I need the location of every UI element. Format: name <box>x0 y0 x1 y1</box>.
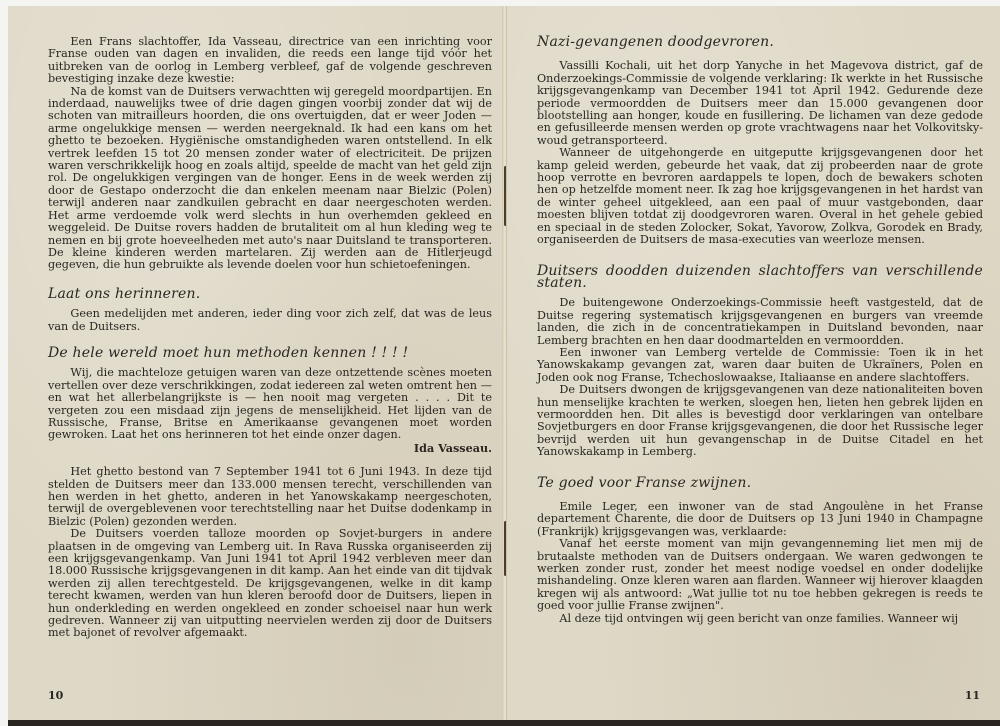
booklet-spread <box>8 6 1000 726</box>
paragraph: Al deze tijd ontvingen wij geen bericht van onze families. Wanneer wij <box>559 611 959 625</box>
section-heading-duitsers-doodden: Duitsers doodden duizenden slachtoffers van verschillende staten. <box>537 262 983 291</box>
page-number: 10 <box>48 689 64 702</box>
paragraph: Wanneer de uitgehongerde en uitgeputte krijgsgevangenen door het kamp geleid werden, gebeurde het vaak, dat zij probeerden naar de grote hoop verrotte en bevroren aardappels te lopen, doch de bewakers schoten hen op hetzelfde moment neer. Ik zag hoe krijgsgevangenen in het hardst van de winter geheel uitgekleed, aan een paal of muur vastgebonden, daar moesten blijven totdat zij doodgevroren waren. Overal in het gehele gebied en speciaal in de steden Zolocker, Sokat, Yavorow, Zolkva, Gorodek en Brady, organiseerden de Duitsers de masa-executies van weerloze mensen. <box>537 146 983 247</box>
section-heading-hele-wereld: De hele wereld moet hun methoden kennen ! ! ! ! <box>48 344 409 361</box>
section-heading-laat-ons-herinneren: Laat ons herinneren. <box>48 285 201 302</box>
paragraph: Geen medelijden met anderen, ieder ding voor zich zelf, dat was de leus van de Duitsers. <box>48 307 492 333</box>
quote-paragraph: Na de komst van de Duitsers verwachtten wij geregeld moordpartijen. En inderdaad, nauwelijks twee of drie dagen gingen voorbij zonder dat wij de schoten van mitrailleurs hoorden, die ons overtuigden, dat er weer Joden — arme ongelukkige mensen — werden neergeknald. Ik had een kans om het ghetto te bezoeken. Hygiënische omstandigheden waren ontstellend. In elk vertrek leefden 15 tot 20 mensen zonder water of electriciteit. De prijzen waren verschrikkelijk hoog en zoals altijd, speelde de macht van het geld zijn rol. De ongelukkigen vergingen van de honger. Eens in de week werden zij door de Gestapo onderzocht die dan enkelen meenam naar Bielzic (Polen) terwijl anderen naar zandkuilen gebracht en daar neergeschoten werden. Het arme verdoemde volk werd slechts in hun overhemden gekleed en weggeleid. De Duitse rovers hadden de brutaliteit om al hun kleding weg te nemen en bij grote hoeveelheden met auto's naar Duitsland te transporteren. De kleine kinderen werden martelaren. Zij werden aan de Hitlerjeugd gegeven, die hun gebruikte als levende doelen voor hun schietoefeningen. <box>48 84 492 272</box>
paragraph: Wij, die machteloze getuigen waren van deze ontzettende scènes moeten vertellen over deze verschrikkingen, zodat iedereen zal weten omtrent hen — en wat het allerbelangrijkste is — hen nooit mag vergeten . . . . Dit te vergeten zou een misdaad zijn jegens de menselijkheid. Het lijden van de Russische, Franse, Britse en Amerikaanse gevangenen moet worden gewroken. Laat het ons herinneren tot het einde onzer dagen. <box>48 366 492 442</box>
section-heading-nazi-gevangenen: Nazi-gevangenen doodgevroren. <box>537 34 775 50</box>
paragraph: Het ghetto bestond van 7 September 1941 tot 6 Juni 1943. In deze tijd stelden de Duitsers meer dan 133.000 mensen terecht, verschillenden van hen werden in het ghetto, anderen in het Yanowskakamp neergeschoten, terwijl de overgeblevenen voor terechtstelling naar het Duitse dodenkamp in Bielzic (Polen) gezonden werden. <box>48 465 492 528</box>
signature: Ida Vasseau. <box>413 440 492 455</box>
paragraph: Emile Leger, een inwoner van de stad Angoulène in het Franse departement Charente, die door de Duitsers op 13 Juni 1940 in Champagne (Frankrijk) krijgsgevangen was, verklaarde: <box>537 500 983 538</box>
intro-paragraph: Een Frans slachtoffer, Ida Vasseau, directrice van een inrichting voor Franse ouden van dagen en invaliden, die reeds een lange tijd vóór het uitbreken van de oorlog in Lemberg verbleef, gaf de volgende geschreven bevestiging inzake deze kwestie: <box>48 35 492 86</box>
left-page-text-column <box>48 36 492 640</box>
paragraph: De Duitsers dwongen de krijgsgevangenen van deze nationaliteiten boven hun menselijke krachten te werken, sloegen hen, lieten hen gebrek lijden en vermoordden hen. Dit alles is bevestigd door verklaringen van ontelbare Sovjetburgers en door Franse krijgsgevangenen, die door het Russische leger bevrijd werden uit hun gevangenschap in de Duitse Citadel en het Yanowskakamp in Lemberg. <box>537 383 983 459</box>
paragraph: Een inwoner van Lemberg vertelde de Commissie: Toen ik in het Yanowskakamp gevangen zat, waren daar buiten de Ukraïners, Polen en Joden ook nog Franse, Tchechoslowaakse, Italiaanse en andere slachtoffers. <box>537 345 983 384</box>
left-page <box>8 6 504 720</box>
page-number: 11 <box>964 689 980 702</box>
right-page-text-column <box>537 36 983 625</box>
section-heading-te-goed: Te goed voor Franse zwijnen. <box>537 474 752 491</box>
paragraph: Vassilli Kochali, uit het dorp Yanyche in het Magevova district, gaf de Onderzoekings-Commissie de volgende verklaring: Ik werkte in het Russische krijgsgevangenkamp van December 1941 tot April 1942. Gedurende deze periode vermoordden de Duitsers meer dan 15.000 gevangenen door blootstelling aan honger, koude en fusillering. De lichamen van deze gedode en gefusilleerde mensen werden op grote vrachtwagens naar het Volkovitsky-woud getransporteerd. <box>537 59 983 147</box>
paragraph: De Duitsers voerden talloze moorden op Sovjet-burgers in andere plaatsen in de omgeving van Lemberg uit. In Rava Russka organiseerden zij een krijgsgevangenkamp. Van Juni 1941 tot April 1942 verbleven meer dan 18.000 Russische krijgsgevangenen in dit kamp. Aan het einde van dit tijdvak werden zij allen terechtgesteld. De krijgsgevangenen, welke in dit kamp terecht kwamen, werden van hun kleren beroofd door de Duitsers, liepen in hun onderkleding en werden ongekleed en zonder schoeisel naar hun werk gedreven. Wanneer zij van uitputting neervielen werden zij door de Duitsers met bajonet of revolver afgemaakt. <box>48 527 492 640</box>
right-page <box>506 6 1000 720</box>
paragraph: Vanaf het eerste moment van mijn gevangenneming liet men mij de brutaalste methoden van de Duitsers ondergaan. We waren gedwongen te werken zonder rust, zonder het meest nodige voedsel en onder dodelijke mishandeling. Onze kleren waren aan flarden. Wanneer wij hierover klaagden kregen wij als antwoord: „Wat jullie tot nu toe hebben gekregen is reeds te goed voor jullie Franse zwijnen". <box>537 537 983 613</box>
paragraph: De buitengewone Onderzoekings-Commissie heeft vastgesteld, dat de Duitse regering systematisch krijgsgevangenen en burgers van vreemde landen, die zich in de concentratiekampen in Duitsland bevonden, naar Lemberg brachten en hen daar doodmartelden en vermoordden. <box>537 296 983 347</box>
